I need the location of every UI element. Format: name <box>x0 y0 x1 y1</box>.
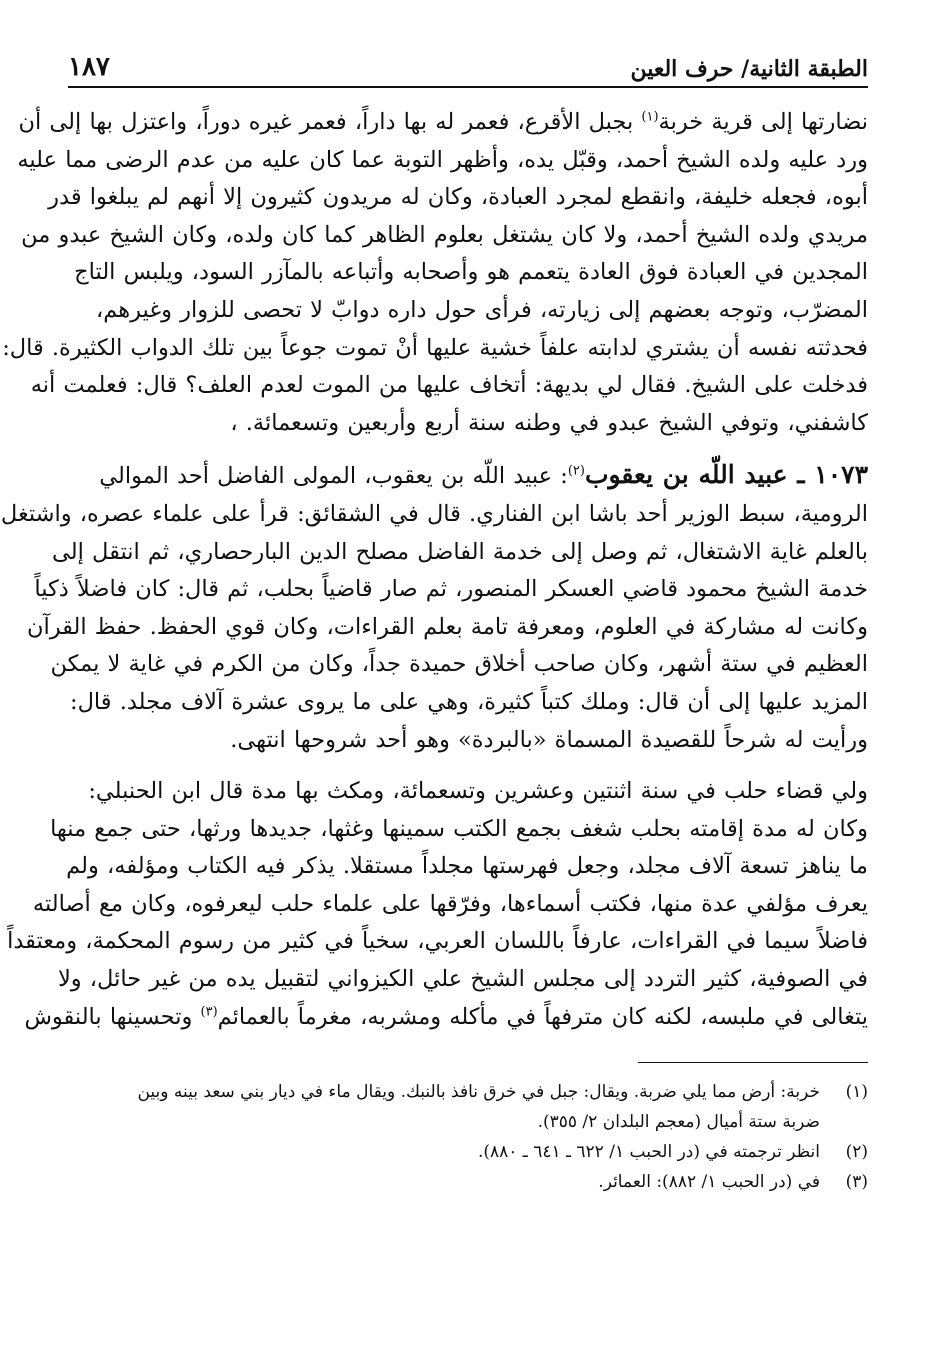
text-line: كاشفني، وتوفي الشيخ عبدو في وطنه سنة أربع وأربعين وتسعمائة. ، <box>230 409 868 436</box>
footnote-text: انظر ترجمته في (در الحبب ١/ ٦٢٢ ـ ٦٤١ ـ ٨٨٠). <box>477 1142 820 1163</box>
text-line: وكانت له مشاركة في العلوم، ومعرفة تامة بعلم القراءات، وكان قوي الحفظ. حفظ القرآن <box>26 613 868 640</box>
text-line: الرومية، سبط الوزير أحد باشا ابن الفناري. قال في الشقائق: قرأ على علماء عصره، واشتغل <box>0 500 868 527</box>
entry-1073: ١٠٧٣ ـ عبيد اللّه بن يعقوب$^{(٢)}$: عبيد اللّه بن يعقوب، المولى الفاضل أحد الموالي الرومية، سبط الوزير أحد باشا ابن الفناري. قال في الشقائق: قرأ على علماء عصره، واشتغل بالعلم غاية الاشتغال، ثم وصل إلى خدمة الفاضل مصلح الدين البارحصاري، ثم انتقل إلى خدمة الشيخ محمود قاضي العسكر المنصور، ثم صار قاضياً بحلب، ثم قال: كان فاضلاً ذكياً وكانت له مشاركة في العلوم، ومعرفة تامة بعلم القراءات، وكان قوي الحفظ. حفظ القرآن العظيم في ستة أشهر، وكان صاحب أخلاق حميدة جداً، وكان من الكرم في غاية لا يمكن المزيد عليها إلى أن قال: وملك كتباً كثيرة، وهي على ما يروى عشرة آلاف مجلد. قال: ورأيت له شرحاً للقصيدة المسماة «بالبردة» وهو أحد شروحها انتهى. <box>68 456 868 759</box>
text-line: المضرّب، وتوجه بعضهم إلى زيارته، فرأى حول داره دوابّ لا تحصى للزوار وغيرهم، <box>96 296 868 323</box>
text-line: المزيد عليها إلى أن قال: وملك كتباً كثيرة، وهي على ما يروى عشرة آلاف مجلد. قال: <box>70 688 868 715</box>
footnote-ref-2: (٢) <box>567 463 585 479</box>
page-number: ١٨٧ <box>68 52 110 82</box>
footnote <box>68 1167 868 1197</box>
footnote-ref: (٣) <box>200 1004 218 1020</box>
text-line: وكان له مدة إقامته بحلب شغف بجمع الكتب سمينها وغثها، جديدها ورثها، حتى جمع منها <box>50 815 868 842</box>
text-line: فدخلت على الشيخ. فقال لي بديهة: أتخاف عليها من الموت لعدم العلف؟ قال: فعلمت أنه <box>30 372 868 399</box>
text-line: في الصوفية، كثير التردد إلى مجلس الشيخ علي الكيزواني لتقبيل يده من غير حائل، ولا <box>57 966 868 993</box>
text-line: يعرف مؤلفي عدة منها، فكتب أسماءها، وفرّقها على علماء حلب ليعرفوه، وكان مع أصالته <box>32 890 868 917</box>
text-line: ولي قضاء حلب في سنة اثنتين وعشرين وتسعمائة، ومكث بها مدة قال ابن الحنبلي: <box>88 778 868 805</box>
footnote-separator <box>638 1062 868 1063</box>
footnote-number: (٣) <box>845 1172 868 1193</box>
text-line: أبوه، فجعله خليفة، وانقطع لمجرد العبادة، وكان له مريدون كثيرون إلا أنهم لم يبلغوا قدر <box>48 184 868 211</box>
text-line: مريدي ولده الشيخ أحمد، ولا كان يشتغل بعلوم الظاهر كما كان ولده، وكان الشيخ عبدو من <box>21 221 868 248</box>
page-header <box>68 52 868 88</box>
text-line: فاضلاً سيما في القراءات، عارفاً باللسان العربي، سخياً في كثير من رسوم المحكمة، ومعتقداً <box>7 928 868 955</box>
text-line: بالعلم غاية الاشتغال، ثم وصل إلى خدمة الفاضل مصلح الدين البارحصاري، ثم انتقل إلى <box>52 538 868 565</box>
text-line: المجدين في العبادة فوق العادة يتعمم هو وأصحابه وأتباعه بالمآزر السود، ويلبس التاج <box>74 259 868 286</box>
text-line: ورد عليه ولده الشيخ أحمد، وقبّل يده، وأظهر التوبة عما كان عليه من عدم الرضى مما عليه <box>17 146 868 173</box>
footnotes <box>68 1077 868 1197</box>
text-line: ما يناهز تسعة آلاف مجلد، وجعل فهرستها مجلداً مستقلا. يذكر فيه الكتاب ومؤلفه، ولم <box>66 853 868 880</box>
paragraph-3 <box>7 773 868 1036</box>
footnote <box>68 1077 868 1137</box>
text-line: ورأيت له شرحاً للقصيدة المسماة «بالبردة» وهو أحد شروحها انتهى. <box>230 726 868 753</box>
footnote-number: (١) <box>845 1082 868 1103</box>
footnote-ref: (١) <box>641 109 659 125</box>
text-line: نضارتها إلى قرية خربة$^{(١)}$ بجبل الأقرع، فعمر له بها داراً، فعمر غيره دوراً، واعتزل بها إلى أن <box>18 109 868 135</box>
text-line: يتغالى في ملبسه، لكنه كان مترفهاً في مأكله ومشربه، مغرماً بالعمائم$^{(٣)}$ وتحسينها بالنقوش <box>24 1003 868 1030</box>
footnote-number: (٢) <box>845 1142 868 1163</box>
running-head: الطبقة الثانية/ حرف العين <box>630 56 868 82</box>
footnote <box>68 1137 868 1167</box>
paragraph-1 <box>2 104 868 442</box>
text-line: خدمة الشيخ محمود قاضي العسكر المنصور، ثم صار قاضياً بحلب، ثم قال: كان فاضلاً ذكياً <box>34 576 868 603</box>
entry-heading: ١٠٧٣ ـ عبيد اللّه بن يعقوب <box>584 460 868 490</box>
footnote-text: خربة: أرض مما يلي ضربة. ويقال: جبل في خرق نافذ بالنبك. ويقال ماء في ديار بني سعد بينه وبين ضربة ستة أميال (معجم البلدان ٢/ ٣٥٥). <box>137 1082 820 1133</box>
footnote-text: في (در الحبب ١/ ٨٨٢): العمائر. <box>598 1172 820 1193</box>
text-line: فحدثته نفسه أن يشتري لدابته علفاً خشية عليها أنْ تموت جوعاً بين تلك الدواب الكثيرة. قال: <box>2 334 868 361</box>
text-line: العظيم في ستة أشهر، وكان صاحب أخلاق حميدة جداً، وكان من الكرم في غاية لا يمكن <box>50 651 868 678</box>
